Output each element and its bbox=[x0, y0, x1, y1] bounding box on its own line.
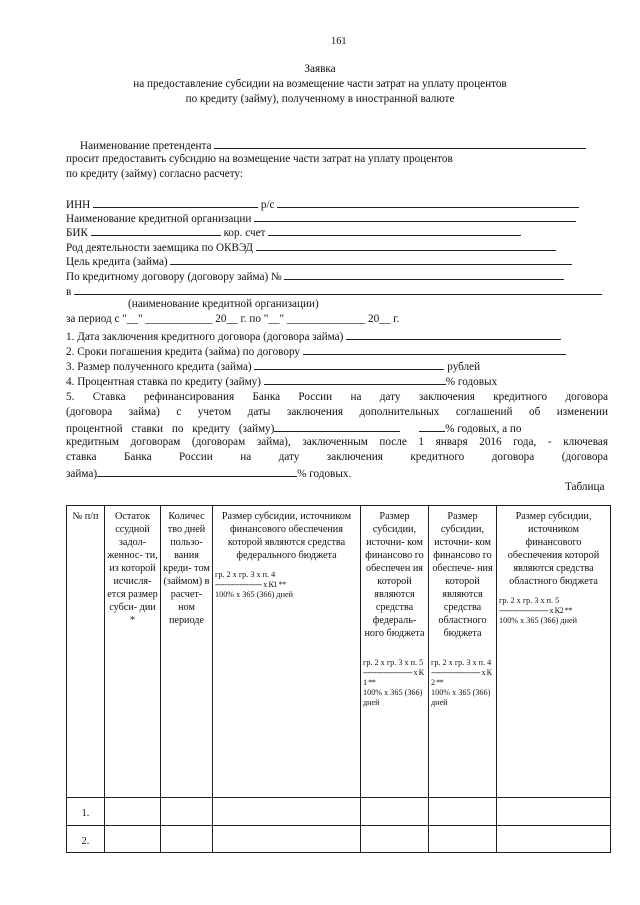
row-number: 1. bbox=[67, 798, 105, 826]
org-row: в bbox=[66, 283, 602, 299]
table-cell[interactable] bbox=[429, 798, 497, 826]
item-3: 3. Размер полученного кредита (займа) рублей bbox=[66, 358, 480, 374]
page-number: 161 bbox=[331, 36, 347, 47]
item-5-line5: ставка Банка России на дату заключения кредитного договора (договора bbox=[66, 451, 608, 463]
item-5-line6: займа) % годовых. bbox=[66, 465, 351, 481]
activity-row: Род деятельности заемщика по ОКВЭД bbox=[66, 239, 556, 255]
subsidy-table bbox=[66, 505, 611, 853]
table-cell[interactable] bbox=[497, 798, 611, 826]
table-row bbox=[67, 826, 611, 853]
header-col-number: № п/п bbox=[67, 506, 105, 798]
row-number: 2. bbox=[67, 826, 105, 853]
header-col-regional-2: Размер субсидии, источни- ком финансово го обеспече- ния которой являются средства областного бюджета гр. 2 х гр. 3 х п. 4 ---------------------- х К2 ** 100% х 365 (366) дней bbox=[429, 506, 497, 798]
header-col-federal-2: Размер субсидии, источни- ком финансово го обеспечен ия которой являются средства федераль- ного бюджета гр. 2 х гр. 3 х п. 5 ---------------------- х К1 ** 100% х 365 (366) дней bbox=[361, 506, 429, 798]
header-col-regional: Размер субсидии, источником финансового обеспечения которой являются средства областного бюджета гр. 2 х гр. 3 х п. 5 ---------------------- х К2 ** 100% х 365 (366) дней bbox=[497, 506, 611, 798]
form-subtitle-line2: по кредиту (займу), полученному в иностранной валюте bbox=[185, 93, 455, 105]
inn-row: ИНН р/с bbox=[66, 196, 579, 212]
header-col-balance: Остаток ссудной задол- женнос- ти, из которой исчисля- ется размер субси- дии * bbox=[105, 506, 161, 798]
header-col-days: Количес тво дней пользо- вания креди- том (займом) в расчет- ном периоде bbox=[161, 506, 213, 798]
item-5-line1: 5. Ставка рефинансирования Банка России на дату заключения кредитного договора bbox=[66, 391, 608, 403]
header-col-federal: Размер субсидии, источником финансового обеспечения которой являются средства федерального бюджета гр. 2 х гр. 3 х п. 4 --------------------- х К1 ** 100% х 365 (366) дней bbox=[213, 506, 361, 798]
table-cell[interactable] bbox=[497, 826, 611, 853]
table-header-row bbox=[67, 506, 611, 798]
bank-name-row: Наименование кредитной организации bbox=[66, 210, 576, 226]
item-1: 1. Дата заключения кредитного договора (договора займа) bbox=[66, 328, 561, 344]
contract-row: По кредитному договору (договору займа) № bbox=[66, 268, 564, 284]
item-5-line3: процентной ставки по кредиту (займу) % годовых, а по bbox=[66, 420, 608, 436]
item-5-line2: (договора займа) с учетом даты заключения дополнительных соглашений об изменении bbox=[66, 406, 608, 418]
table-cell[interactable] bbox=[429, 826, 497, 853]
request-line2: по кредиту (займу) согласно расчету: bbox=[66, 168, 243, 180]
table-cell[interactable] bbox=[105, 826, 161, 853]
table-cell[interactable] bbox=[213, 826, 361, 853]
table-row bbox=[67, 798, 611, 826]
request-line1: просит предоставить субсидию на возмещение части затрат на уплату процентов bbox=[66, 153, 453, 165]
table-cell[interactable] bbox=[161, 798, 213, 826]
applicant-line bbox=[214, 137, 586, 149]
org-caption: (наименование кредитной организации) bbox=[128, 298, 319, 310]
applicant-label: Наименование претендента bbox=[80, 137, 586, 153]
form-title: Заявка bbox=[304, 63, 336, 75]
purpose-row: Цель кредита (займа) bbox=[66, 253, 572, 269]
bik-row: БИК кор. счет bbox=[66, 224, 521, 240]
item-4: 4. Процентная ставка по кредиту (займу) % годовых bbox=[66, 373, 497, 389]
form-subtitle-line1: на предоставление субсидии на возмещение части затрат на уплату процентов bbox=[133, 78, 507, 90]
period-row: за период с "__" ____________ 20__ г. по "__" ______________ 20__ г. bbox=[66, 313, 400, 325]
table-cell[interactable] bbox=[361, 798, 429, 826]
table-cell[interactable] bbox=[213, 798, 361, 826]
item-5-line4: кредитным договорам (договорам займа), заключенным после 1 января 2016 года, - ключевая bbox=[66, 436, 608, 448]
table-cell[interactable] bbox=[105, 798, 161, 826]
table-cell[interactable] bbox=[161, 826, 213, 853]
table-caption: Таблица bbox=[565, 481, 605, 493]
item-2: 2. Сроки погашения кредита (займа) по договору bbox=[66, 343, 566, 359]
table-cell[interactable] bbox=[361, 826, 429, 853]
